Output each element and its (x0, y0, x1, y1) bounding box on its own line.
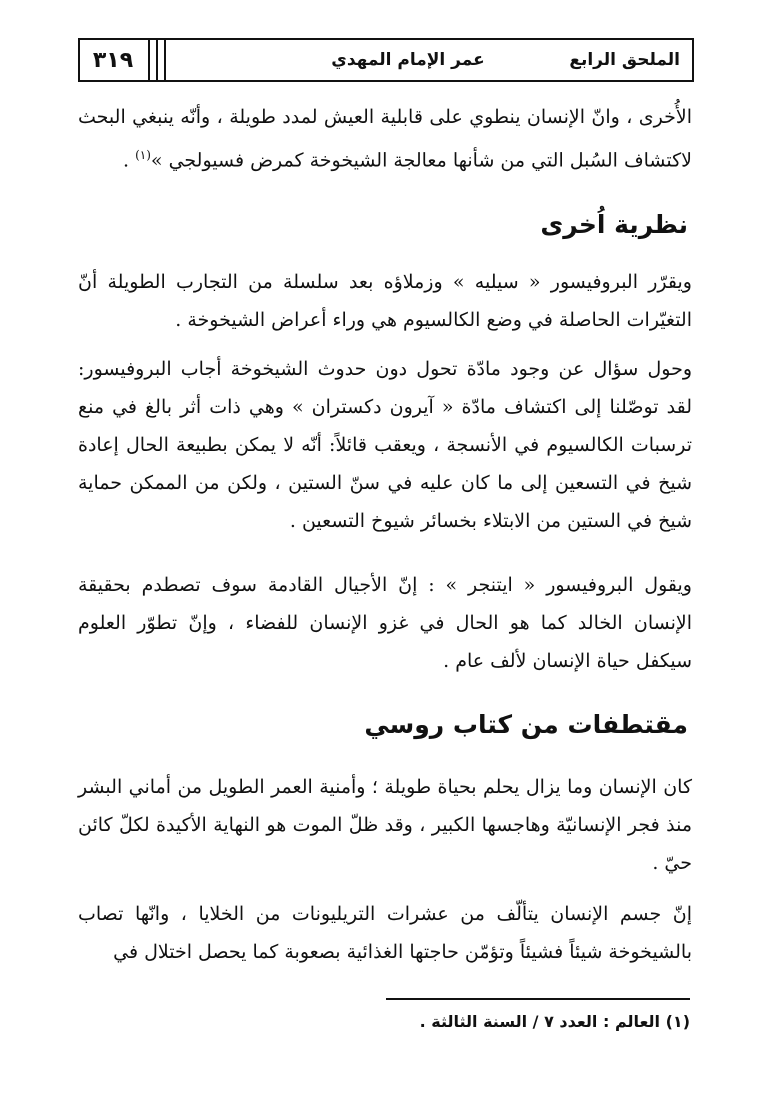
header-divider (148, 38, 150, 82)
footnote: (١) العالم : العدد ٧ / السنة الثالثة . (419, 1012, 690, 1031)
section-title: الملحق الرابع (569, 50, 680, 70)
intro-paragraph: الأُخرى ، وانّ الإنسان ينطوي على قابلية العيش لمدد طويلة ، وأنّه ينبغي البحث لاكتشاف السُبل التي من شأنها معالجة الشيخوخة كمرض فسيولجي »$^{(١)}$ . (78, 106, 692, 172)
paragraph-block (78, 350, 692, 540)
paragraph: كان الإنسان وما يزال يحلم بحياة طويلة ؛ وأمنية العمر الطويل من أماني البشر منذ فجر الإنسانيّة وهاجسها الكبير ، وقد ظلّ الموت هو النهاية الأكيدة لكلّ كائن حيّ . (78, 776, 692, 874)
paragraph: ويقول البروفيسور « ايتنجر » : إنّ الأجيال القادمة سوف تصطدم بحقيقة الإنسان الخالد كما هو الحال في غزو الإنسان للفضاء ، وإنّ تطوّر العلوم سيكفل حياة الإنسان لألف عام . (78, 574, 692, 672)
paragraph: ويقرّر البروفيسور « سيليه » وزملاؤه بعد سلسلة من التجارب الطويلة أنّ التغيّرات الحاصلة في وضع الكالسيوم هي وراء أعراض الشيخوخة . (78, 271, 692, 331)
section-heading: مقتطفات من كتاب روسي (364, 710, 688, 739)
paragraph: إنّ جسم الإنسان يتألّف من عشرات التريليونات من الخلايا ، وانّها تصاب بالشيخوخة شيئاً فشيئاً وتؤمّن حاجتها الغذائية بصعوبة كما يحصل اختلال في (78, 903, 692, 963)
section-heading: نظرية اُخرى (540, 210, 688, 239)
page-number: ٣١٩ (92, 47, 134, 73)
paragraph-block (78, 768, 692, 882)
book-title: عمر الإمام المهدي (331, 50, 485, 70)
header-divider (164, 38, 166, 82)
paragraph-block (78, 566, 692, 680)
page-header (78, 38, 694, 82)
paragraph-block (78, 895, 692, 971)
paragraph-block (78, 263, 692, 339)
paragraph: وحول سؤال عن وجود مادّة تحول دون حدوث الشيخوخة أجاب البروفيسور: لقد توصّلنا إلى اكتشاف مادّة « آيرون دكستران » وهي ذات أثر بالغ في منع ترسبات الكالسيوم في الأنسجة ، ويعقب قائلاً: أنّه لا يمكن بطبيعة الحال إعادة شيخ في التسعين إلى ما كان عليه في سنّ الستين ، ولكن من الممكن حماية شيخ في الستين من الابتلاء بخسائر شيوخ التسعين . (78, 358, 692, 532)
intro-paragraph-block (78, 98, 692, 179)
footnote-marker: (١) (135, 148, 151, 162)
header-divider (156, 38, 158, 82)
footnote-divider (386, 998, 690, 1000)
